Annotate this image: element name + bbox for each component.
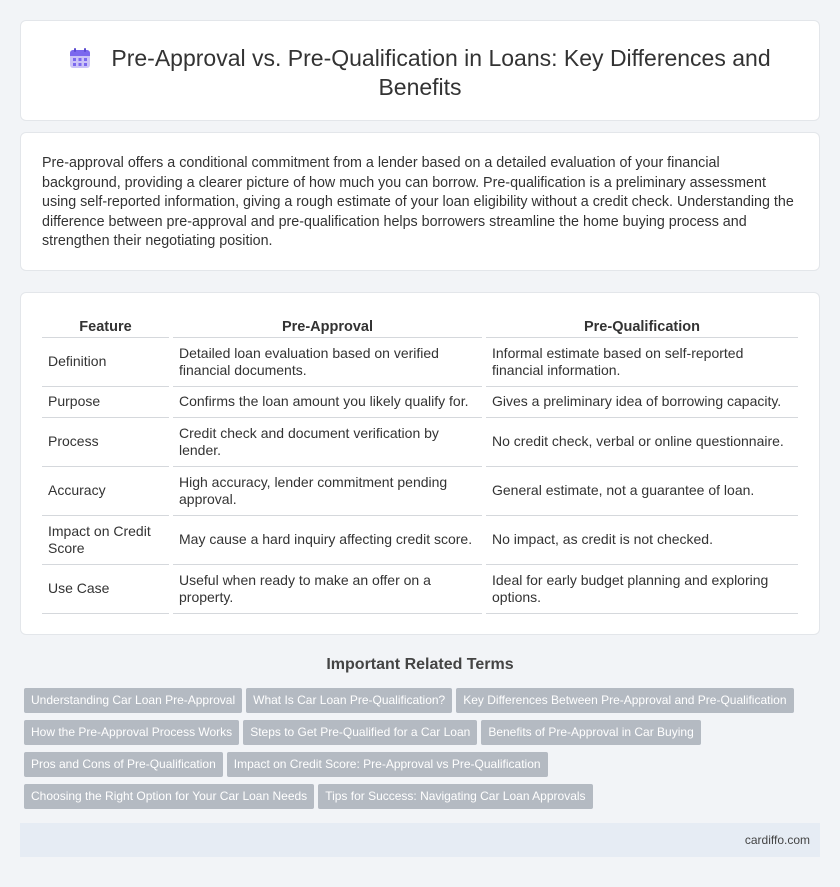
intro-paragraph: Pre-approval offers a conditional commitment from a lender based on a detailed evaluation of your financial background, providing a clearer picture of how much you can borrow. Pre-qualification is a preliminary assessment using self-reported information, giving a rough estimate of your loan eligibility without a credit check. Understanding the difference between pre-approval and pre-qualification helps borrowers streamline the home buying process and strengthen their negotiating position. xyxy=(42,155,794,250)
related-term-tag[interactable]: Key Differences Between Pre-Approval and Pre-Qualification xyxy=(456,688,793,713)
table-row xyxy=(42,337,798,386)
title-wrap xyxy=(21,44,819,102)
row-pre-approval: High accuracy, lender commitment pending approval. xyxy=(173,466,482,515)
table-header-row xyxy=(42,315,798,337)
page-title xyxy=(51,44,789,102)
related-term-tag[interactable]: Understanding Car Loan Pre-Approval xyxy=(24,688,242,713)
related-term-tag[interactable]: Pros and Cons of Pre-Qualification xyxy=(24,752,223,777)
header-feature: Feature xyxy=(42,315,169,337)
comparison-card xyxy=(20,292,820,635)
related-term-tag[interactable]: Impact on Credit Score: Pre-Approval vs Pre-Qualification xyxy=(227,752,548,777)
header-card xyxy=(20,20,820,121)
related-term-tag[interactable]: Steps to Get Pre-Qualified for a Car Loan xyxy=(243,720,477,745)
footer xyxy=(20,823,820,857)
row-pre-qualification: No impact, as credit is not checked. xyxy=(486,515,798,564)
row-pre-approval: Detailed loan evaluation based on verified financial documents. xyxy=(173,337,482,386)
row-pre-qualification: Gives a preliminary idea of borrowing capacity. xyxy=(486,386,798,417)
comparison-table xyxy=(42,315,798,614)
row-feature: Impact on Credit Score xyxy=(42,515,169,564)
row-feature: Definition xyxy=(42,337,169,386)
row-pre-approval: Credit check and document verification by lender. xyxy=(173,417,482,466)
header-pre-approval: Pre-Approval xyxy=(173,315,482,337)
table-row xyxy=(42,386,798,417)
table-row xyxy=(42,466,798,515)
row-pre-qualification: Informal estimate based on self-reported financial information. xyxy=(486,337,798,386)
row-pre-approval: May cause a hard inquiry affecting credit score. xyxy=(173,515,482,564)
row-feature: Process xyxy=(42,417,169,466)
page-title-text: Pre-Approval vs. Pre-Qualification in Loans: Key Differences and Benefits xyxy=(111,45,771,100)
row-pre-qualification: General estimate, not a guarantee of loan. xyxy=(486,466,798,515)
related-term-tag[interactable]: Tips for Success: Navigating Car Loan Approvals xyxy=(318,784,592,809)
table-row xyxy=(42,515,798,564)
row-feature: Use Case xyxy=(42,564,169,613)
footer-brand[interactable]: cardiffo.com xyxy=(744,833,810,847)
intro-card xyxy=(20,132,820,271)
related-term-tag[interactable]: What Is Car Loan Pre-Qualification? xyxy=(246,688,452,713)
table-row xyxy=(42,417,798,466)
related-terms-heading: Important Related Terms xyxy=(326,656,514,673)
row-feature: Accuracy xyxy=(42,466,169,515)
row-feature: Purpose xyxy=(42,386,169,417)
related-term-tag[interactable]: Benefits of Pre-Approval in Car Buying xyxy=(481,720,700,745)
calendar-icon xyxy=(69,47,91,69)
row-pre-qualification: Ideal for early budget planning and exploring options. xyxy=(486,564,798,613)
related-term-tag[interactable]: How the Pre-Approval Process Works xyxy=(24,720,239,745)
row-pre-qualification: No credit check, verbal or online questionnaire. xyxy=(486,417,798,466)
row-pre-approval: Useful when ready to make an offer on a property. xyxy=(173,564,482,613)
table-row xyxy=(42,564,798,613)
related-terms-list xyxy=(24,688,804,816)
related-term-tag[interactable]: Choosing the Right Option for Your Car Loan Needs xyxy=(24,784,314,809)
header-pre-qualification: Pre-Qualification xyxy=(486,315,798,337)
row-pre-approval: Confirms the loan amount you likely qualify for. xyxy=(173,386,482,417)
